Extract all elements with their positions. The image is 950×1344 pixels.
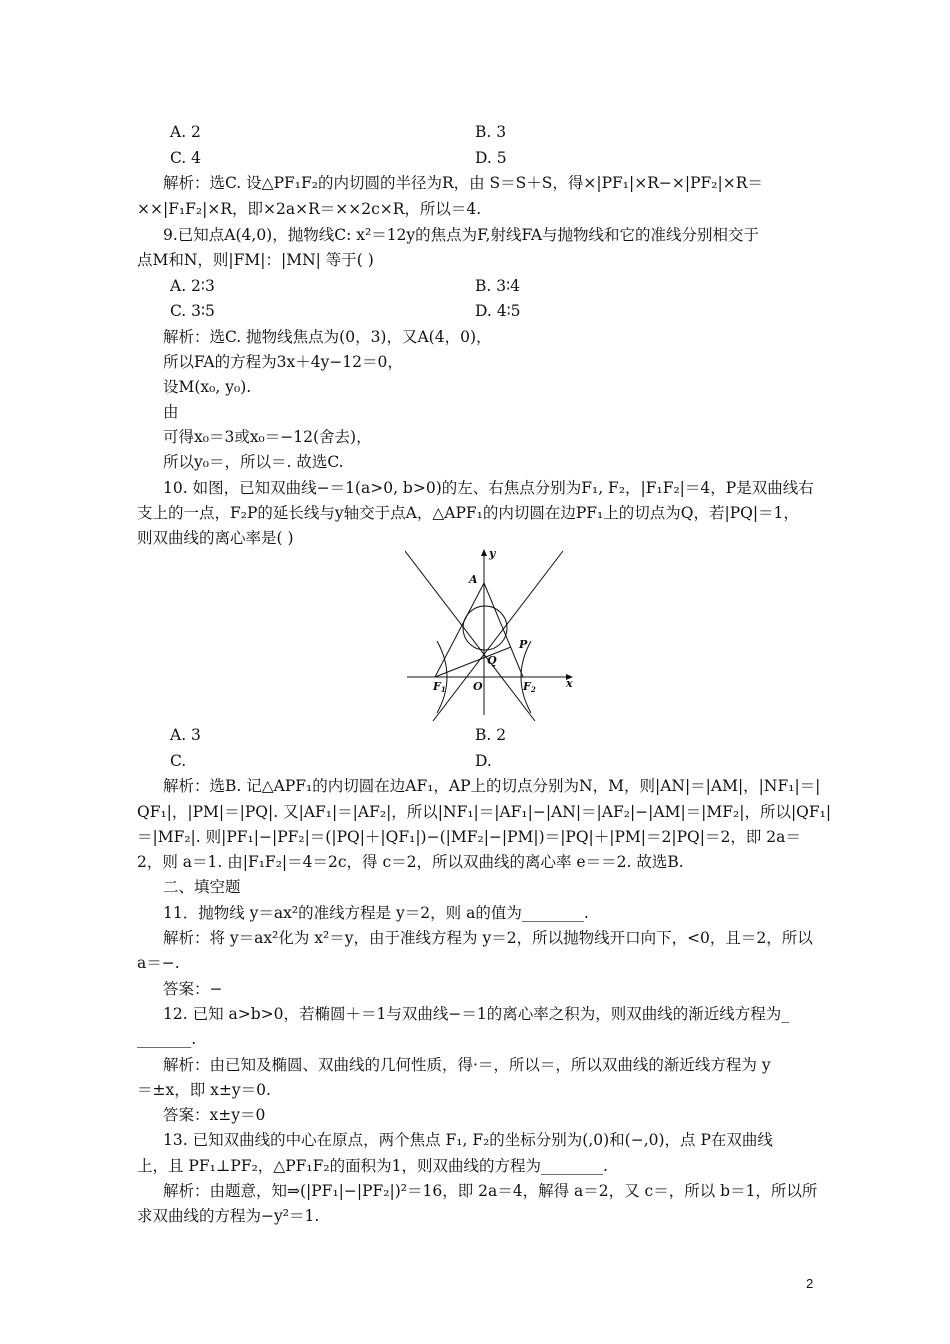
option-8-d: D. 5	[475, 149, 507, 167]
option-8-b: B. 3	[475, 123, 507, 141]
asymptote-right	[433, 551, 563, 721]
option-10-a: A. 3	[170, 726, 201, 744]
solution-9-line-5: 可得x₀＝3或x₀＝−12(舍去)，	[163, 428, 372, 446]
solution-12-line-1: 解析：由已知及椭圆、双曲线的几何性质，得·＝，所以＝，所以双曲线的渐近线方程为 y	[163, 1056, 771, 1074]
solution-13-line-2: 求双曲线的方程为−y²＝1.	[137, 1207, 320, 1225]
label-y: y	[489, 547, 496, 560]
solution-9-line-2: 所以FA的方程为3x＋4y−12＝0，	[163, 353, 403, 371]
label-O: O	[473, 680, 483, 693]
question-10-line-3: 则双曲线的离心率是( )	[137, 529, 294, 547]
label-P: P	[519, 638, 528, 651]
question-12-line-2: _______.	[137, 1030, 197, 1048]
segment-PF1	[435, 647, 511, 677]
y-axis-arrow	[481, 549, 487, 556]
label-F1: F1	[433, 680, 446, 694]
option-9-a: A. 2∶3	[170, 277, 215, 295]
solution-9-line-1: 解析：选C. 抛物线焦点为(0，3)，又A(4，0)，	[163, 328, 492, 346]
option-9-d: D. 4∶5	[475, 302, 521, 320]
question-9-line-2: 点M和N，则|FM|：|MN| 等于( )	[137, 251, 374, 269]
option-10-b: B. 2	[475, 726, 507, 744]
solution-11-line-2: a＝−.	[137, 954, 180, 972]
solution-11-line-1: 解析：将 y＝ax²化为 x²＝y，由于准线方程为 y＝2，所以抛物线开口向下，<0，且＝2，所以	[163, 929, 813, 947]
option-10-c: C.	[170, 752, 187, 770]
section-heading-fill-in: 二、填空题	[163, 878, 241, 896]
solution-9-line-6: 所以y₀＝，所以＝. 故选C.	[163, 453, 344, 471]
solution-8-line-2: ××|F₁F₂|×R，即×2a×R＝××2c×R，所以＝4.	[137, 200, 482, 218]
question-13-line-2: 上，且 PF₁⊥PF₂，△PF₁F₂的面积为1，则双曲线的方程为________.	[137, 1157, 608, 1175]
segment-AF1	[435, 583, 484, 677]
label-A: A	[469, 573, 478, 586]
solution-10-line-2: QF₁|，|PM|＝|PQ|. 又|AF₁|＝|AF₂|，所以|NF₁|＝|AF₁|−|AN|＝|AF₂|−|AM|＝|MF₂|，所以|QF₁|	[137, 803, 832, 821]
page-number: 2	[806, 1276, 814, 1291]
option-9-b: B. 3∶4	[475, 277, 521, 295]
hyperbola-figure	[405, 543, 577, 721]
label-Q: Q	[487, 654, 497, 667]
option-9-c: C. 3∶5	[170, 302, 215, 320]
question-13-line-1: 13. 已知双曲线的中心在原点，两个焦点 F₁, F₂的坐标分别为(,0)和(−,0)，点 P在双曲线	[163, 1131, 773, 1149]
label-F2: F2	[523, 680, 536, 694]
question-10-line-2: 支上的一点，F₂P的延长线与y轴交于点A，△APF₁的内切圆在边PF₁上的切点为Q，若|PQ|＝1，	[137, 504, 799, 522]
solution-10-line-1: 解析：选B. 记△APF₁的内切圆在边AF₁，AP上的切点分别为N，M，则|AN|＝|AM|，|NF₁|＝|	[163, 777, 821, 795]
solution-9-line-4: 由	[163, 403, 179, 421]
incircle	[463, 606, 507, 650]
option-8-a: A. 2	[170, 123, 201, 141]
option-8-c: C. 4	[170, 149, 202, 167]
solution-9-line-3: 设M(x₀, y₀).	[163, 378, 252, 396]
solution-13-line-1: 解析：由题意，知⇒(|PF₁|−|PF₂|)²＝16，即 2a＝4，解得 a＝2，又 c＝，所以 b＝1，所以所	[163, 1182, 818, 1200]
question-11: 11．抛物线 y＝ax²的准线方程是 y＝2，则 a的值为________.	[163, 904, 589, 922]
question-10-line-1: 10. 如图，已知双曲线−＝1(a>0, b>0)的左、右焦点分别为F₁, F₂，|F₁F₂|＝4，P是双曲线右	[163, 479, 814, 497]
answer-12: 答案：x±y＝0	[163, 1106, 266, 1124]
question-12-line-1: 12. 已知 a>b>0，若椭圆＋＝1与双曲线−＝1的离心率之积为，则双曲线的渐近线方程为_	[163, 1005, 789, 1023]
question-9-line-1: 9.已知点A(4,0)，抛物线C: x²＝12y的焦点为F,射线FA与抛物线和它的准线分别相交于	[163, 226, 760, 244]
solution-10-line-4: 2，则 a＝1. 由|F₁F₂|＝4＝2c，得 c＝2，所以双曲线的离心率 e＝＝2. 故选B.	[137, 853, 684, 871]
label-x: x	[566, 677, 573, 690]
solution-8-line-1: 解析：选C. 设△PF₁F₂的内切圆的半径为R，由 S＝S＋S，得×|PF₁|×R−×|PF₂|×R＝	[163, 174, 763, 192]
option-10-d: D.	[475, 752, 492, 770]
answer-11: 答案：−	[163, 980, 223, 998]
solution-10-line-3: ＝|MF₂|. 则|PF₁|−|PF₂|＝(|PQ|＋|QF₁|)−(|MF₂|−|PM|)＝|PQ|＋|PM|＝2|PQ|＝2，即 2a＝	[137, 828, 801, 846]
solution-12-line-2: ＝±x，即 x±y＝0.	[137, 1081, 271, 1099]
